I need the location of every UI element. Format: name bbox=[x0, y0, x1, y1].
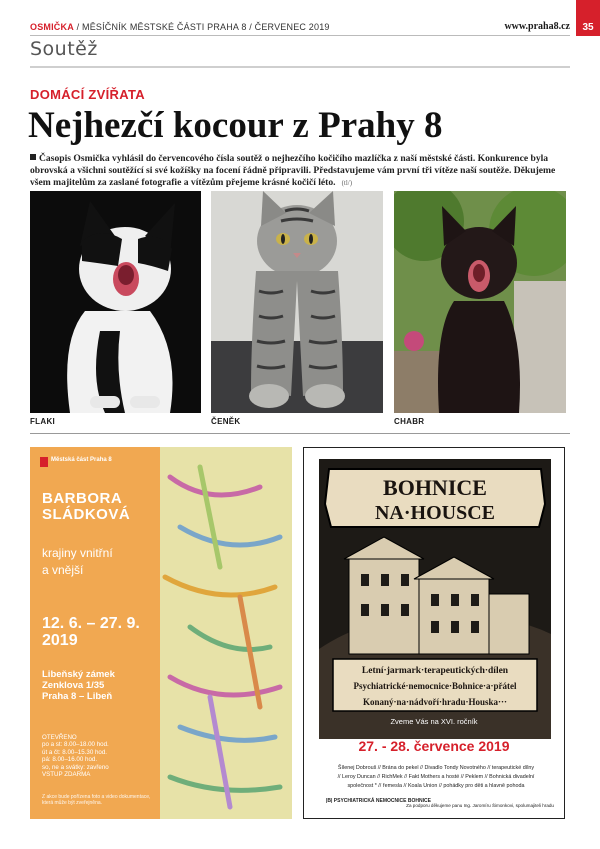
article-lead bbox=[30, 153, 560, 189]
issue-info: / MĚSÍČNÍK MĚSTSKÉ ČÁSTI PRAHA 8 / ČERVENEC 2019 bbox=[73, 22, 330, 32]
festival-title-line1: BOHNICE bbox=[383, 475, 487, 500]
running-header bbox=[30, 20, 600, 36]
magazine-brand: OSMIČKA bbox=[30, 22, 74, 32]
cat-photo-cenek bbox=[211, 191, 383, 413]
district-logo: Městská část Praha 8 bbox=[40, 457, 112, 467]
website-url[interactable]: www.praha8.cz bbox=[504, 21, 570, 32]
opening-hours: OTEVŘENO po a st: 8.00–18.00 hod. út a čt: 8.00–15.30 hod. pá: 8.00–16.00 hod. so, ne a svátky: zavřeno VSTUP ZDARMA bbox=[42, 734, 109, 779]
festival-artwork bbox=[319, 459, 551, 739]
cat-photo-cenek-image bbox=[211, 191, 383, 413]
issue-line bbox=[30, 22, 330, 32]
festival-banner-line3: Konaný·na·nádvoří·hradu·Houska··· bbox=[362, 697, 508, 707]
cat-caption: ČENĚK bbox=[211, 417, 241, 426]
festival-ad[interactable] bbox=[303, 447, 565, 819]
district-crest-icon bbox=[40, 457, 48, 467]
exhibition-dates: 12. 6. – 27. 9. 2019 bbox=[42, 615, 140, 649]
cat-caption: CHABR bbox=[394, 417, 425, 426]
section-title: Soutěž bbox=[30, 38, 98, 60]
castle-engraving bbox=[319, 459, 551, 739]
page-number: 35 bbox=[576, 0, 600, 36]
festival-title-line2: NA·HOUSCE bbox=[374, 502, 496, 524]
author-credit: (tl/) bbox=[341, 179, 353, 187]
cat-photo-flaki-image bbox=[30, 191, 201, 413]
bullet-square-icon bbox=[30, 154, 36, 160]
festival-program: Šílenej Dobrouš // Brána do pekel // Divadlo Tondy Novotného // terapeutické dílny // Leroy Duncan // RichMek // Fakt Mothers a hosté // Peklem // Bohnická divadelní společnost * // řemesla // Koala Union // pohádky pro děti a hlavně pohoda bbox=[337, 765, 535, 789]
cat-caption: FLAKI bbox=[30, 417, 56, 426]
festival-banner-line2: Psychiatrické·nemocnice·Bohnice·a·přátel bbox=[353, 681, 517, 691]
header-divider bbox=[30, 35, 570, 36]
exhibition-title: krajiny vnitřní a vnější bbox=[42, 546, 113, 577]
exhibition-venue: Libeňský zámek Zenklova 1/35 Praha 8 – Libeň bbox=[42, 669, 115, 702]
festival-thanks: Za podporu děkujeme panu Ing. Jaromíru Šimonkovi, spolumajiteli hradu bbox=[406, 803, 554, 808]
article-kicker: DOMÁCÍ ZVÍŘATA bbox=[30, 87, 145, 102]
cat-photo-flaki bbox=[30, 191, 201, 413]
festival-invite: Zveme Vás na XVI. ročník bbox=[390, 717, 478, 726]
section-divider bbox=[30, 66, 570, 68]
lead-text: Časopis Osmička vyhlásil do červencového čísla soutěž o nejhezčího kočičího mazlíčka z naší městské části. Konkurence byla obrovská a všichni soutěžící si své kožíšky na focení řádně připravili. Představujeme vám první tři vítěze naší soutěže. Děkujeme všem majitelům za zaslané fotografie a vítězům přejeme krásné kočičí léto. bbox=[30, 153, 556, 188]
festival-banner-line1: Letní·jarmark·terapeutických·dílen bbox=[361, 666, 509, 676]
cat-photo-chabr bbox=[394, 191, 566, 413]
hospital-logo: |B| PSYCHIATRICKÁ NEMOCNICE BOHNICE bbox=[326, 798, 431, 804]
media-note: Z akce bude pořízena foto a video dokumentace, která může být zveřejněna. bbox=[42, 794, 151, 806]
cat-photo-chabr-image bbox=[394, 191, 566, 413]
exhibition-ad[interactable] bbox=[30, 447, 292, 819]
festival-dates: 27. - 28. července 2019 bbox=[358, 738, 510, 754]
artist-name: BARBORA SLÁDKOVÁ bbox=[42, 490, 131, 523]
article-headline: Nejhezčí kocour z Prahy 8 bbox=[28, 105, 443, 146]
article-divider bbox=[30, 433, 570, 434]
